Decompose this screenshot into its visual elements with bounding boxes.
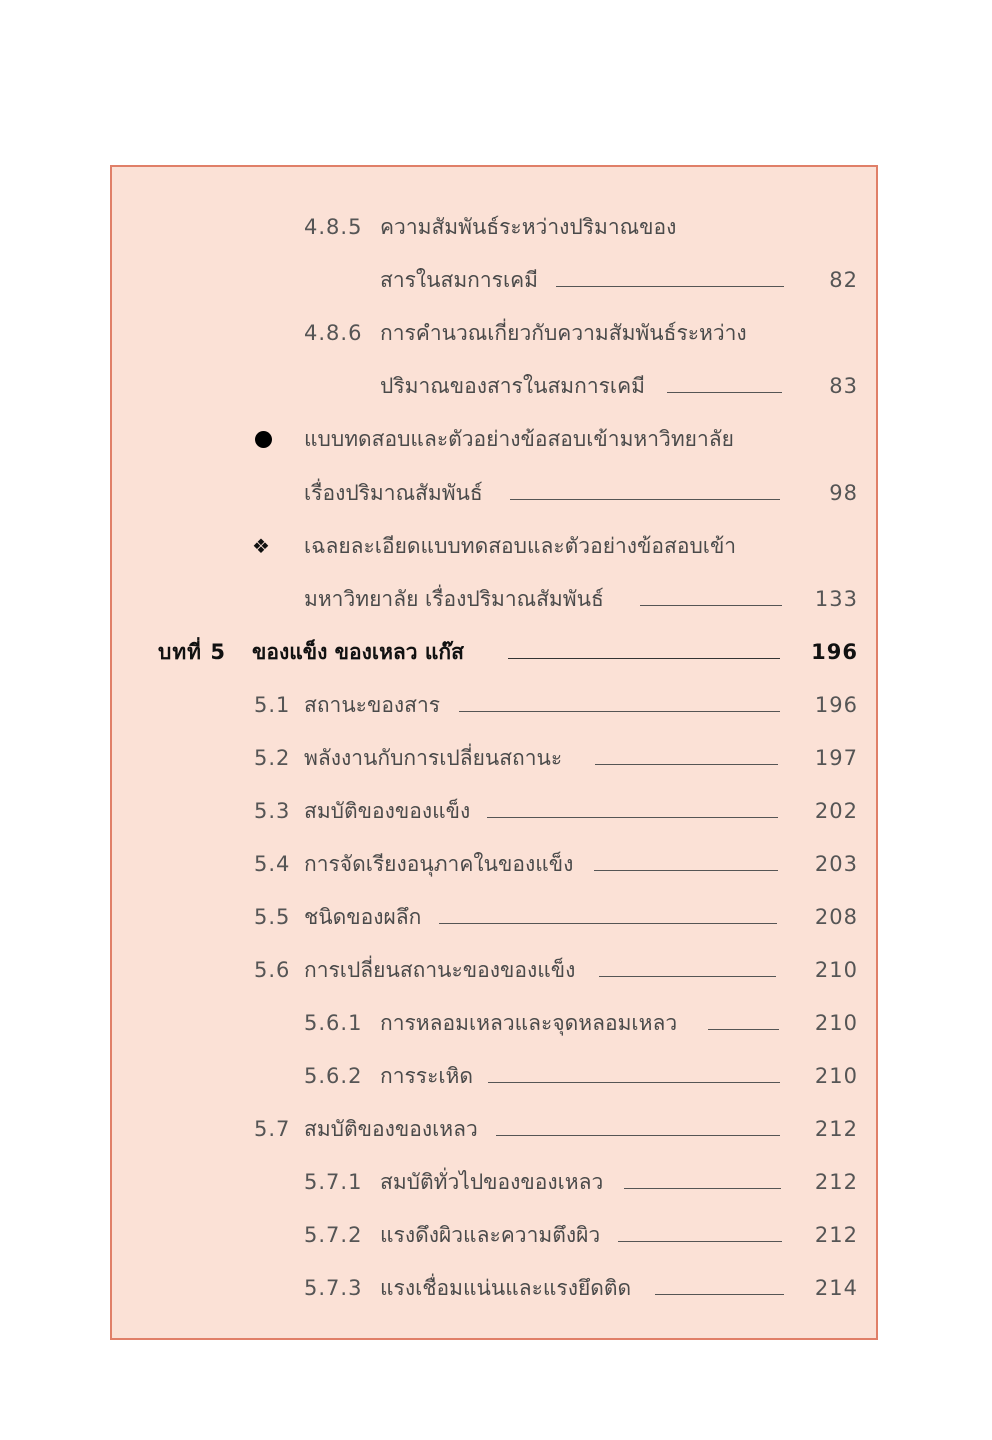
section-number: 5.6 <box>254 958 291 982</box>
dot-leader <box>459 711 780 712</box>
section-number: 5.6.1 <box>304 1011 363 1035</box>
toc-entry <box>112 526 876 566</box>
page-number: 83 <box>829 374 858 398</box>
section-number: 5.3 <box>254 799 291 823</box>
toc-entry <box>112 685 876 725</box>
toc-entry-continuation <box>112 473 876 513</box>
section-number: 5.7.3 <box>304 1276 363 1300</box>
toc-entry-continuation <box>112 260 876 300</box>
page-number: 212 <box>814 1117 858 1141</box>
toc-entry <box>112 897 876 937</box>
entry-title: สารในสมการเคมี <box>380 268 539 292</box>
entry-title: แรงเชื่อมแน่นและแรงยึดติด <box>380 1276 632 1300</box>
entry-title: มหาวิทยาลัย เรื่องปริมาณสัมพันธ์ <box>304 587 604 611</box>
entry-title: สมบัติทั่วไปของของเหลว <box>380 1170 604 1194</box>
toc-entry <box>112 419 876 459</box>
entry-title: ความสัมพันธ์ระหว่างปริมาณของ <box>380 215 677 239</box>
page-number: 196 <box>814 693 858 717</box>
dot-leader <box>487 817 778 818</box>
toc-entry <box>112 207 876 247</box>
dot-leader <box>510 499 780 500</box>
chapter-number: บทที่ 5 <box>158 640 226 664</box>
dot-leader <box>595 764 778 765</box>
toc-entry-continuation <box>112 579 876 619</box>
page-number: 212 <box>814 1223 858 1247</box>
entry-title: เรื่องปริมาณสัมพันธ์ <box>304 481 483 505</box>
dot-leader <box>508 658 780 659</box>
entry-title: ชนิดของผลึก <box>304 905 422 929</box>
page-number: 202 <box>814 799 858 823</box>
entry-title: สมบัติของของเหลว <box>304 1117 478 1141</box>
page-number: 210 <box>814 958 858 982</box>
diamond-bullet-icon: ❖ <box>252 534 270 558</box>
toc-entry <box>112 1215 876 1255</box>
dot-leader <box>439 923 777 924</box>
toc-entry <box>112 1056 876 1096</box>
entry-title: สมบัติของของแข็ง <box>304 799 471 823</box>
section-number: 5.7 <box>254 1117 291 1141</box>
page-number: 82 <box>829 268 858 292</box>
section-number: 4.8.6 <box>304 321 363 345</box>
entry-title: การหลอมเหลวและจุดหลอมเหลว <box>380 1011 678 1035</box>
entry-title: ปริมาณของสารในสมการเคมี <box>380 374 645 398</box>
toc-entry <box>112 1003 876 1043</box>
entry-title: เฉลยละเอียดแบบทดสอบและตัวอย่างข้อสอบเข้า <box>304 534 737 558</box>
section-number: 5.6.2 <box>304 1064 363 1088</box>
chapter-title: ของแข็ง ของเหลว แก๊ส <box>252 640 464 664</box>
toc-entry <box>112 1162 876 1202</box>
page-number: 133 <box>814 587 858 611</box>
dot-leader <box>624 1188 781 1189</box>
section-number: 5.7.2 <box>304 1223 363 1247</box>
page-number: 212 <box>814 1170 858 1194</box>
dot-leader <box>496 1135 780 1136</box>
section-number: 5.7.1 <box>304 1170 363 1194</box>
entry-title: พลังงานกับการเปลี่ยนสถานะ <box>304 746 563 770</box>
dot-leader <box>599 976 776 977</box>
dot-leader <box>640 605 782 606</box>
table-of-contents <box>110 165 878 1340</box>
dot-leader <box>708 1029 779 1030</box>
entry-title: การจัดเรียงอนุภาคในของแข็ง <box>304 852 574 876</box>
page-number: 197 <box>814 746 858 770</box>
entry-title: การระเหิด <box>380 1064 474 1088</box>
toc-entry <box>112 738 876 778</box>
dot-leader <box>556 286 784 287</box>
entry-title: สถานะของสาร <box>304 693 441 717</box>
bullet-dot-icon <box>255 431 272 448</box>
entry-title: แบบทดสอบและตัวอย่างข้อสอบเข้ามหาวิทยาลัย <box>304 427 734 451</box>
page-number: 98 <box>829 481 858 505</box>
entry-title: การคำนวณเกี่ยวกับความสัมพันธ์ระหว่าง <box>380 321 747 345</box>
page-number: 196 <box>811 640 858 664</box>
section-number: 5.1 <box>254 693 291 717</box>
toc-entry <box>112 313 876 353</box>
section-number: 5.4 <box>254 852 291 876</box>
dot-leader <box>488 1082 780 1083</box>
toc-entry <box>112 950 876 990</box>
dot-leader <box>594 870 778 871</box>
toc-entry <box>112 1268 876 1308</box>
toc-entry <box>112 791 876 831</box>
page-number: 208 <box>814 905 858 929</box>
section-number: 5.2 <box>254 746 291 770</box>
page-number: 210 <box>814 1011 858 1035</box>
dot-leader <box>667 392 782 393</box>
toc-entry-continuation <box>112 366 876 406</box>
toc-entry <box>112 844 876 884</box>
page-number: 210 <box>814 1064 858 1088</box>
section-number: 4.8.5 <box>304 215 363 239</box>
dot-leader <box>655 1294 784 1295</box>
toc-chapter <box>112 632 876 672</box>
dot-leader <box>618 1241 782 1242</box>
toc-entry <box>112 1109 876 1149</box>
section-number: 5.5 <box>254 905 291 929</box>
page-number: 214 <box>814 1276 858 1300</box>
page-number: 203 <box>814 852 858 876</box>
entry-title: แรงดึงผิวและความตึงผิว <box>380 1223 601 1247</box>
entry-title: การเปลี่ยนสถานะของของแข็ง <box>304 958 576 982</box>
